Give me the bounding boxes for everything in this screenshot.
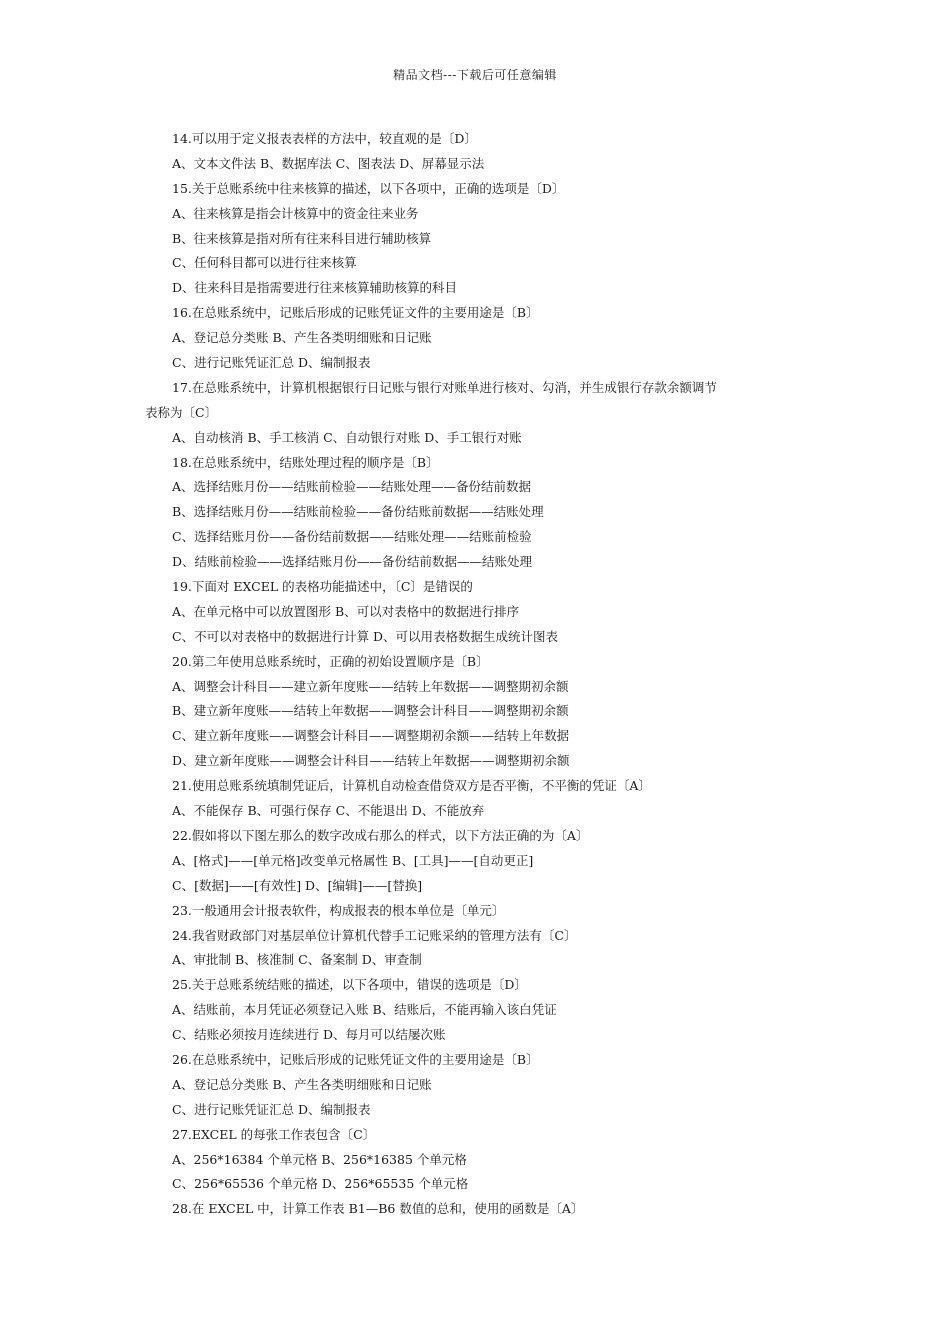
- text-line: B、往来核算是指对所有往来科目进行辅助核算: [172, 230, 432, 246]
- text-line: C、任何科目都可以进行往来核算: [172, 255, 357, 271]
- page-header: 精品文档---下载后可任意编辑: [393, 68, 557, 82]
- text-line: 17.在总账系统中，计算机根据银行日记账与银行对账单进行核对、勾消，并生成银行存款余额调节: [172, 379, 717, 395]
- text-line: A、结账前，本月凭证必须登记入账 B、结账后，不能再输入该白凭证: [172, 1002, 557, 1018]
- text-line: C、[数据]——[有效性] D、[编辑]——[替换]: [172, 877, 423, 893]
- text-line: A、登记总分类账 B、产生各类明细账和日记账: [172, 330, 432, 346]
- text-line: C、进行记账凭证汇总 D、编制报表: [172, 1101, 371, 1117]
- text-line: 14.可以用于定义报表表样的方法中，较直观的是〔D〕: [172, 131, 477, 146]
- text-line: 28.在 EXCEL 中，计算工作表 B1—B6 数值的总和，使用的函数是〔A〕: [172, 1201, 584, 1217]
- text-line: C、结账必须按月连续进行 D、每月可以结屡次账: [172, 1027, 446, 1043]
- text-line: C、选择结账月份——备份结前数据——结账处理——结账前检验: [172, 529, 532, 545]
- text-line: 22.假如将以下图左那么的数字改成右那么的样式，以下方法正确的为〔A〕: [172, 827, 589, 843]
- text-line: C、建立新年度账——调整会计科目——调整期初余额——结转上年数据: [172, 728, 570, 744]
- text-line: A、256*16384 个单元格 B、256*16385 个单元格: [172, 1151, 467, 1167]
- text-line: 19.下面对 EXCEL 的表格功能描述中，〔C〕是错误的: [172, 579, 473, 595]
- text-line: C、不可以对表格中的数据进行计算 D、可以用表格数据生成统计图表: [172, 628, 559, 644]
- text-line: A、[格式]——[单元格]改变单元格属性 B、[工具]——[自动更正]: [172, 852, 534, 868]
- text-line: A、选择结账月份——结账前检验——结账处理——备份结前数据: [172, 479, 532, 495]
- text-line: C、进行记账凭证汇总 D、编制报表: [172, 355, 371, 371]
- text-line: D、建立新年度账——调整会计科目——结转上年数据——调整期初余额: [172, 753, 570, 769]
- text-line: 26.在总账系统中，记账后形成的记账凭证文件的主要用途是〔B〕: [172, 1051, 539, 1067]
- text-line: A、往来核算是指会计核算中的资金往来业务: [172, 205, 419, 221]
- text-line: 16.在总账系统中，记账后形成的记账凭证文件的主要用途是〔B〕: [172, 305, 539, 321]
- text-line: 24.我省财政部门对基层单位计算机代替手工记账采纳的管理方法有〔C〕: [172, 927, 577, 943]
- text-line: 27.EXCEL 的每张工作表包含〔C〕: [172, 1126, 376, 1142]
- text-line: B、建立新年度账——结转上年数据——调整会计科目——调整期初余额: [172, 703, 569, 719]
- text-line: A、在单元格中可以放置图形 B、可以对表格中的数据进行排序: [172, 603, 520, 619]
- text-line: A、调整会计科目——建立新年度账——结转上年数据——调整期初余额: [172, 678, 569, 694]
- text-line: D、结账前检验——选择结账月份——备份结前数据——结账处理: [172, 554, 533, 570]
- text-line: A、登记总分类账 B、产生各类明细账和日记账: [172, 1076, 432, 1092]
- text-line: C、256*65536 个单元格 D、256*65535 个单元格: [172, 1176, 469, 1192]
- text-line: 18.在总账系统中，结账处理过程的顺序是〔B〕: [172, 454, 439, 470]
- document-body: [145, 127, 805, 1222]
- text-line: A、自动核消 B、手工核消 C、自动银行对账 D、手工银行对账: [172, 429, 522, 445]
- text-line: 15.关于总账系统中往来核算的描述，以下各项中，正确的选项是〔D〕: [172, 180, 565, 196]
- text-line: 25.关于总账系统结账的描述，以下各项中，错误的选项是〔D〕: [172, 977, 527, 993]
- text-line: 23.一般通用会计报表软件，构成报表的根本单位是〔单元〕: [172, 902, 505, 918]
- text-line: A、文本文件法 B、数据库法 C、图表法 D、屏幕显示法: [172, 155, 485, 171]
- text-line: 表称为〔C〕: [145, 404, 218, 420]
- text-line: D、往来科目是指需要进行往来核算辅助核算的科目: [172, 280, 458, 296]
- text-line: 21.使用总账系统填制凭证后，计算机自动检查借贷双方是否平衡，不平衡的凭证〔A〕: [172, 778, 651, 794]
- text-line: A、审批制 B、核准制 C、备案制 D、审查制: [172, 952, 422, 968]
- text-line: B、选择结账月份——结账前检验——备份结账前数据——结账处理: [172, 504, 544, 520]
- text-line: 20.第二年使用总账系统时，正确的初始设置顺序是〔B〕: [172, 653, 489, 669]
- text-line: A、不能保存 B、可强行保存 C、不能退出 D、不能放弃: [172, 803, 485, 819]
